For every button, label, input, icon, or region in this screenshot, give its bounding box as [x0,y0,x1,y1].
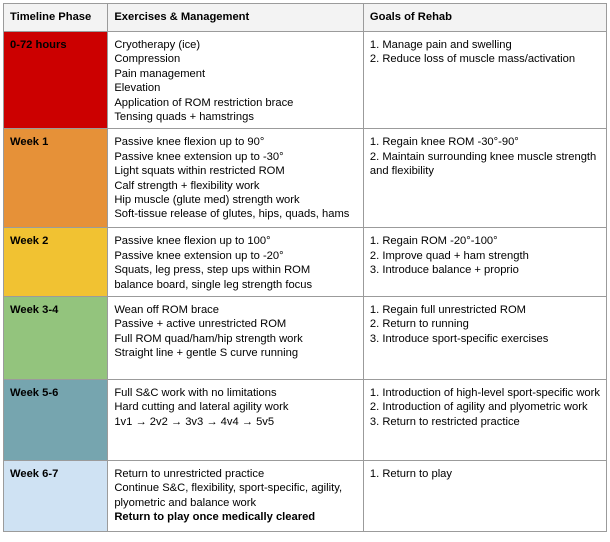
exercise-item: Passive knee extension up to -20° [114,249,284,262]
goal-item: 2. Return to running [369,318,469,331]
goal-item: 2. Improve quad + ham strength [369,249,529,262]
exercise-item: Passive knee flexion up to 90° [114,136,265,149]
goal-item: 1. Regain full unrestricted ROM [369,304,526,317]
exercise-item: Full ROM quad/ham/hip strength work [114,332,303,345]
exercise-item: Compression [114,53,181,66]
header-exercises-management: Exercises & Management [108,4,364,32]
goal-item: 1. Regain ROM -20°-100° [369,235,498,248]
exercise-item: Cryotherapy (ice) [114,39,201,51]
table-row [4,32,607,129]
return-to-play-note: Return to play once medically cleared [114,511,316,524]
table-row [4,129,607,228]
exercise-item: Wean off ROM brace [114,304,219,317]
exercise-item: Light squats within restricted ROM [114,165,285,178]
exercise-item: Full S&C work with no limitations [114,387,277,400]
phase-cell: Week 1 [4,129,108,228]
header-timeline-phase: Timeline Phase [4,4,108,32]
exercise-item: Continue S&C, flexibility, sport-specific, agility, plyometric and balance work [114,482,343,509]
goal-item: 1. Introduction of high-level sport-specific work [369,387,600,400]
header-row [4,4,607,32]
exercises-cell [108,32,364,129]
goal-item: 1. Manage pain and swelling [369,39,512,51]
exercise-item: Tensing quads + hamstrings [114,111,254,124]
exercise-item: Soft-tissue release of glutes, hips, quads, hams [114,208,350,221]
exercises-cell [108,228,364,297]
goal-item: 1. Return to play [369,468,452,481]
exercises-cell [108,461,364,532]
goal-item: 3. Return to restricted practice [369,415,520,428]
exercises-cell [108,129,364,228]
goal-item: 3. Introduce sport-specific exercises [369,332,549,345]
phase-cell: Week 5-6 [4,380,108,461]
exercise-item: Application of ROM restriction brace [114,96,294,109]
goal-item: 1. Regain knee ROM -30°-90° [369,136,519,149]
rehab-timeline-table [3,3,607,532]
exercise-item: Squats, leg press, step ups within ROM [114,264,311,277]
table-row [4,380,607,461]
goals-cell [363,461,606,532]
goal-item: 2. Introduction of agility and plyometric work [369,401,588,414]
goals-cell [363,297,606,380]
exercise-item: Passive knee extension up to -30° [114,150,284,163]
exercises-cell [108,380,364,461]
goal-item: 2. Maintain surrounding knee muscle strength and flexibility [369,150,597,178]
exercise-item: Hip muscle (glute med) strength work [114,194,300,207]
exercise-item: Hard cutting and lateral agility work [114,401,289,414]
phase-cell: Week 2 [4,228,108,297]
phase-cell: Week 6-7 [4,461,108,532]
goals-cell [363,129,606,228]
exercise-item: Pain management [114,67,206,80]
phase-cell: 0-72 hours [4,32,108,129]
goals-cell [363,32,606,129]
exercise-item: Return to unrestricted practice [114,468,265,481]
goal-item: 2. Reduce loss of muscle mass/activation [369,53,576,66]
exercise-item: Straight line + gentle S curve running [114,347,299,360]
exercise-item: Passive + active unrestricted ROM [114,318,287,331]
exercises-cell [108,297,364,380]
table-row [4,228,607,297]
phase-cell: Week 3-4 [4,297,108,380]
header-goals-of-rehab: Goals of Rehab [363,4,606,32]
exercise-item: balance board, single leg strength focus [114,278,313,291]
table-row [4,461,607,532]
exercise-item: Calf strength + flexibility work [114,179,260,192]
goal-item: 3. Introduce balance + proprio [369,264,519,277]
exercise-item: Elevation [114,82,161,95]
goals-cell [363,228,606,297]
exercise-item: 1v1 → 2v2 → 3v3 → 4v4 → 5v5 [114,415,275,428]
table-row [4,297,607,380]
goals-cell [363,380,606,461]
exercise-item: Passive knee flexion up to 100° [114,235,271,248]
